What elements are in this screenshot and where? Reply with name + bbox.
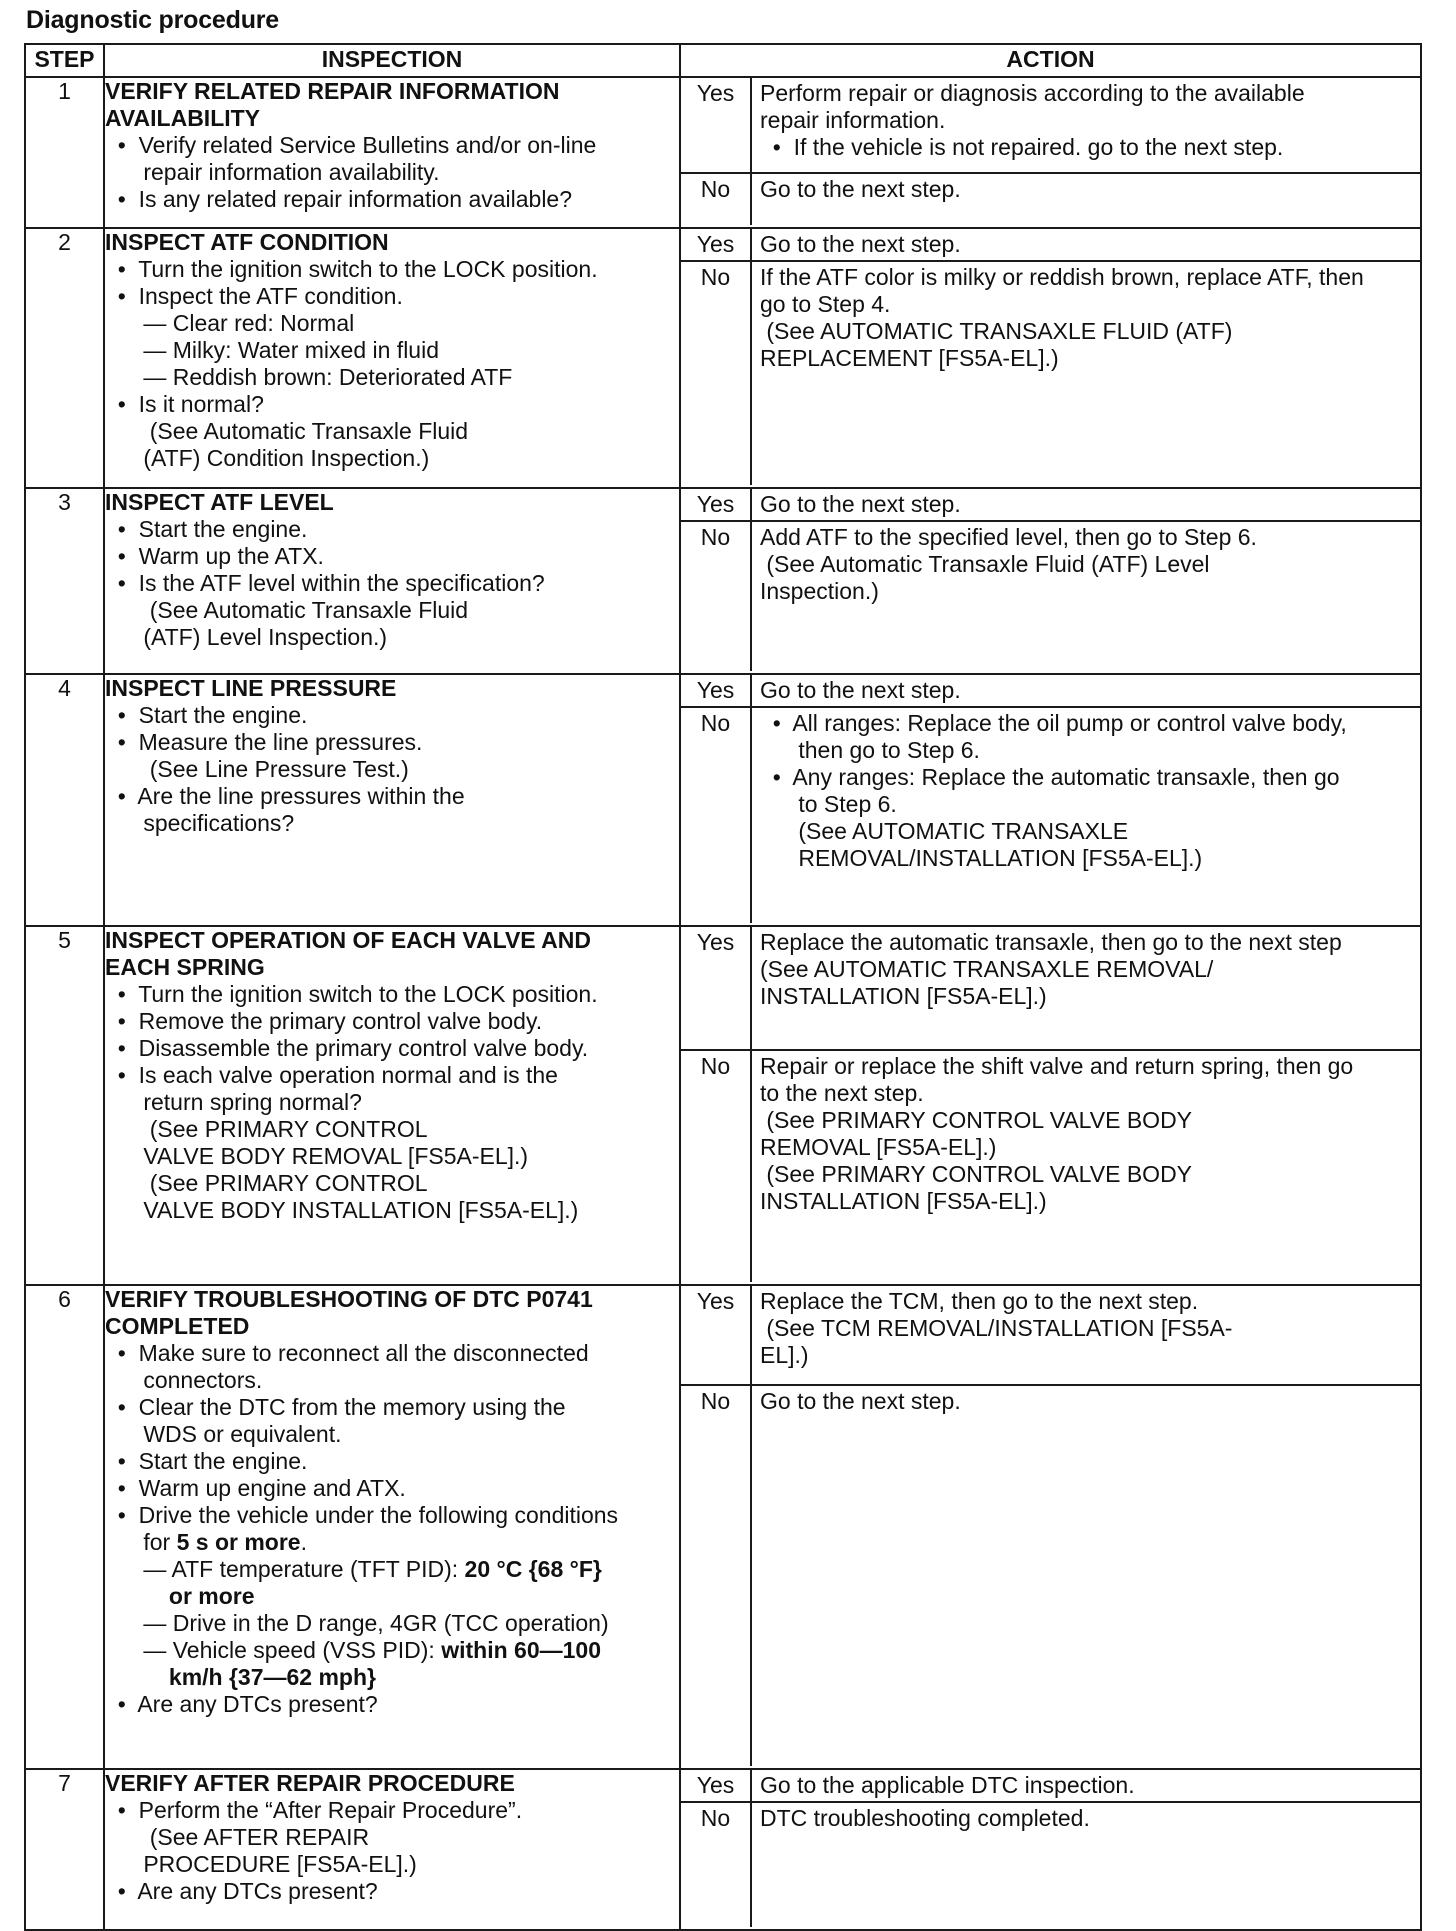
inspection-line: — ATF temperature (TFT PID): 20 °C {68 °F} [105,1556,602,1582]
yes-action [752,229,1420,260]
inspection-line: • Turn the ignition switch to the LOCK position. [105,981,598,1007]
inspection-line: • Warm up the ATX. [105,543,324,569]
inspection-line: • Drive the vehicle under the following conditions [105,1502,619,1528]
action-line: Inspection.) [760,578,879,604]
step-number: 2 [25,228,104,488]
no-action [752,522,1420,671]
action-line: REMOVAL/INSTALLATION [FS5A-EL].) [760,845,1203,871]
no-action [752,708,1420,923]
table-header-row [25,44,1421,77]
inspection-heading: VERIFY RELATED REPAIR INFORMATION [105,78,560,104]
inspection-line [105,1583,679,1610]
action-line: INSTALLATION [FS5A-EL].) [760,983,1047,1009]
action-line: • All ranges: Replace the oil pump or control valve body, [760,710,1347,736]
no-action [752,1386,1420,1766]
inspection-line: • Measure the line pressures. [105,729,423,755]
yes-label: Yes [681,229,752,260]
inspection-line: — Reddish brown: Deteriorated ATF [105,364,513,390]
action-line: If the ATF color is milky or reddish brown, replace ATF, then [760,264,1364,290]
inspection-line: connectors. [105,1367,263,1393]
inspection-cell [104,926,680,1285]
action-line: (See AUTOMATIC TRANSAXLE [760,818,1129,844]
bold-text: 5 s or more [176,1529,301,1555]
inspection-line: • Start the engine. [105,516,308,542]
yes-label: Yes [681,675,752,706]
bold-text: km/h {37—62 mph} [168,1664,376,1690]
header-step: STEP [25,44,104,77]
action-line: Go to the next step. [760,231,961,257]
action-line: to Step 6. [760,791,897,817]
inspection-line: • Perform the “After Repair Procedure”. [105,1797,523,1823]
inspection-line: • Are the line pressures within the [105,783,465,809]
inspection-heading: INSPECT LINE PRESSURE [105,675,397,701]
action-line: Go to the next step. [760,491,961,517]
action-line: (See PRIMARY CONTROL VALVE BODY [760,1161,1193,1187]
table-row [25,228,1421,488]
inspection-line: • Are any DTCs present? [105,1691,378,1717]
step-number: 1 [25,77,104,228]
inspection-line: (ATF) Condition Inspection.) [105,445,430,471]
inspection-cell [104,228,680,488]
inspection-cell [104,674,680,926]
action-line: Go to the applicable DTC inspection. [760,1772,1135,1798]
action-line: to the next step. [760,1080,924,1106]
yes-label: Yes [681,1286,752,1384]
yes-label: Yes [681,1770,752,1801]
yes-action [752,675,1420,706]
inspection-heading: INSPECT OPERATION OF EACH VALVE AND [105,927,592,953]
action-line: Replace the automatic transaxle, then go to the next step [760,929,1342,955]
no-label: No [681,1386,752,1766]
action-line: (See AUTOMATIC TRANSAXLE REMOVAL/ [760,956,1214,982]
yes-action [752,1286,1420,1384]
inspection-line: — Clear red: Normal [105,310,355,336]
action-line: • If the vehicle is not repaired. go to the next step. [760,134,1284,160]
page-title: Diagnostic procedure [26,6,279,34]
action-line: then go to Step 6. [760,737,980,763]
inspection-line: • Disassemble the primary control valve body. [105,1035,589,1061]
header-action: ACTION [680,44,1421,77]
inspection-line: (See AFTER REPAIR [105,1824,370,1850]
no-branch [681,1386,1420,1766]
table-row [25,1769,1421,1930]
action-cell [680,77,1421,228]
no-label: No [681,174,752,225]
step-number: 3 [25,488,104,674]
inspection-line: (See PRIMARY CONTROL [105,1116,428,1142]
action-line: repair information. [760,107,946,133]
inspection-line: VALVE BODY REMOVAL [FS5A-EL].) [105,1143,529,1169]
bold-text: within 60—100 [441,1637,601,1663]
action-line: (See AUTOMATIC TRANSAXLE FLUID (ATF) [760,318,1233,344]
inspection-line: • Warm up engine and ATX. [105,1475,406,1501]
inspection-heading: EACH SPRING [105,954,265,980]
table-row [25,674,1421,926]
inspection-cell [104,1769,680,1930]
no-action [752,1051,1420,1282]
yes-label: Yes [681,489,752,520]
inspection-line: specifications? [105,810,295,836]
yes-label: Yes [681,927,752,1049]
yes-action [752,489,1420,520]
action-line: (See PRIMARY CONTROL VALVE BODY [760,1107,1193,1133]
inspection-cell [104,488,680,674]
inspection-line: WDS or equivalent. [105,1421,342,1447]
inspection-heading: INSPECT ATF LEVEL [105,489,334,515]
action-cell [680,926,1421,1285]
inspection-line: — Vehicle speed (VSS PID): within 60—100 [105,1637,601,1663]
inspection-line: • Make sure to reconnect all the disconnected [105,1340,589,1366]
bold-text: 20 °C {68 °F} [464,1556,602,1582]
inspection-line: • Are any DTCs present? [105,1878,378,1904]
inspection-line: • Is it normal? [105,391,264,417]
table-row [25,488,1421,674]
step-number: 6 [25,1285,104,1769]
no-branch [681,522,1420,671]
action-line: Perform repair or diagnosis according to the available [760,80,1305,106]
inspection-line: VALVE BODY INSTALLATION [FS5A-EL].) [105,1197,579,1223]
action-line: Go to the next step. [760,176,961,202]
action-cell [680,674,1421,926]
inspection-line: (See Line Pressure Test.) [105,756,409,782]
action-line: EL].) [760,1342,809,1368]
yes-action [752,1770,1420,1801]
step-number: 7 [25,1769,104,1930]
step-number: 4 [25,674,104,926]
inspection-line: repair information availability. [105,159,440,185]
inspection-line: • Remove the primary control valve body. [105,1008,543,1034]
action-line: REPLACEMENT [FS5A-EL].) [760,345,1059,371]
yes-label: Yes [681,78,752,172]
action-line: (See Automatic Transaxle Fluid (ATF) Level [760,551,1210,577]
table-row [25,77,1421,228]
inspection-line: • Turn the ignition switch to the LOCK position. [105,256,598,282]
action-cell [680,228,1421,488]
inspection-heading: VERIFY TROUBLESHOOTING OF DTC P0741 [105,1286,593,1312]
action-line: REMOVAL [FS5A-EL].) [760,1134,997,1160]
yes-branch [681,78,1420,174]
action-line: DTC troubleshooting completed. [760,1805,1090,1831]
inspection-line: (ATF) Level Inspection.) [105,624,388,650]
no-branch [681,1803,1420,1927]
yes-action [752,927,1420,1049]
yes-branch [681,1286,1420,1386]
inspection-cell [104,77,680,228]
inspection-line: (See PRIMARY CONTROL [105,1170,428,1196]
yes-branch [681,229,1420,262]
no-label: No [681,1803,752,1927]
no-branch [681,174,1420,225]
action-cell [680,1285,1421,1769]
yes-branch [681,675,1420,708]
inspection-line: (See Automatic Transaxle Fluid [105,418,469,444]
table-row [25,926,1421,1285]
inspection-line: — Milky: Water mixed in fluid [105,337,439,363]
no-branch [681,262,1420,485]
no-label: No [681,262,752,485]
action-line: Go to the next step. [760,1388,961,1414]
header-inspection: INSPECTION [104,44,680,77]
inspection-line: • Is each valve operation normal and is the [105,1062,558,1088]
no-action [752,1803,1420,1927]
action-line: INSTALLATION [FS5A-EL].) [760,1188,1047,1214]
action-line: Go to the next step. [760,677,961,703]
inspection-heading: AVAILABILITY [105,105,261,131]
inspection-line: • Clear the DTC from the memory using the [105,1394,566,1420]
bold-text: or more [168,1583,255,1609]
yes-branch [681,489,1420,522]
action-line: Add ATF to the specified level, then go to Step 6. [760,524,1257,550]
inspection-line: • Start the engine. [105,702,308,728]
inspection-line: • Inspect the ATF condition. [105,283,403,309]
inspection-line: for 5 s or more. [105,1529,307,1555]
inspection-cell [104,1285,680,1769]
yes-action [752,78,1420,172]
inspection-line: PROCEDURE [FS5A-EL].) [105,1851,417,1877]
no-branch [681,708,1420,923]
inspection-line: return spring normal? [105,1089,362,1115]
inspection-line: • Is any related repair information available? [105,186,573,212]
inspection-line: • Start the engine. [105,1448,308,1474]
step-number: 5 [25,926,104,1285]
inspection-line [105,1664,679,1691]
inspection-line: • Verify related Service Bulletins and/or on-line [105,132,597,158]
no-action [752,174,1420,225]
inspection-heading: COMPLETED [105,1313,250,1339]
yes-branch [681,1770,1420,1803]
no-label: No [681,522,752,671]
inspection-heading: VERIFY AFTER REPAIR PROCEDURE [105,1770,515,1796]
action-cell [680,488,1421,674]
inspection-line: (See Automatic Transaxle Fluid [105,597,469,623]
table-row [25,1285,1421,1769]
action-line: Replace the TCM, then go to the next step. [760,1288,1199,1314]
no-label: No [681,1051,752,1282]
diagnostic-procedure-table [24,43,1422,1931]
action-line: Repair or replace the shift valve and return spring, then go [760,1053,1354,1079]
inspection-line: • Is the ATF level within the specification? [105,570,545,596]
action-line: (See TCM REMOVAL/INSTALLATION [FS5A- [760,1315,1233,1341]
inspection-heading: INSPECT ATF CONDITION [105,229,389,255]
inspection-line: — Drive in the D range, 4GR (TCC operation) [105,1610,609,1636]
action-cell [680,1769,1421,1930]
yes-branch [681,927,1420,1051]
no-label: No [681,708,752,923]
no-branch [681,1051,1420,1282]
action-line: go to Step 4. [760,291,891,317]
action-line: • Any ranges: Replace the automatic transaxle, then go [760,764,1340,790]
no-action [752,262,1420,485]
